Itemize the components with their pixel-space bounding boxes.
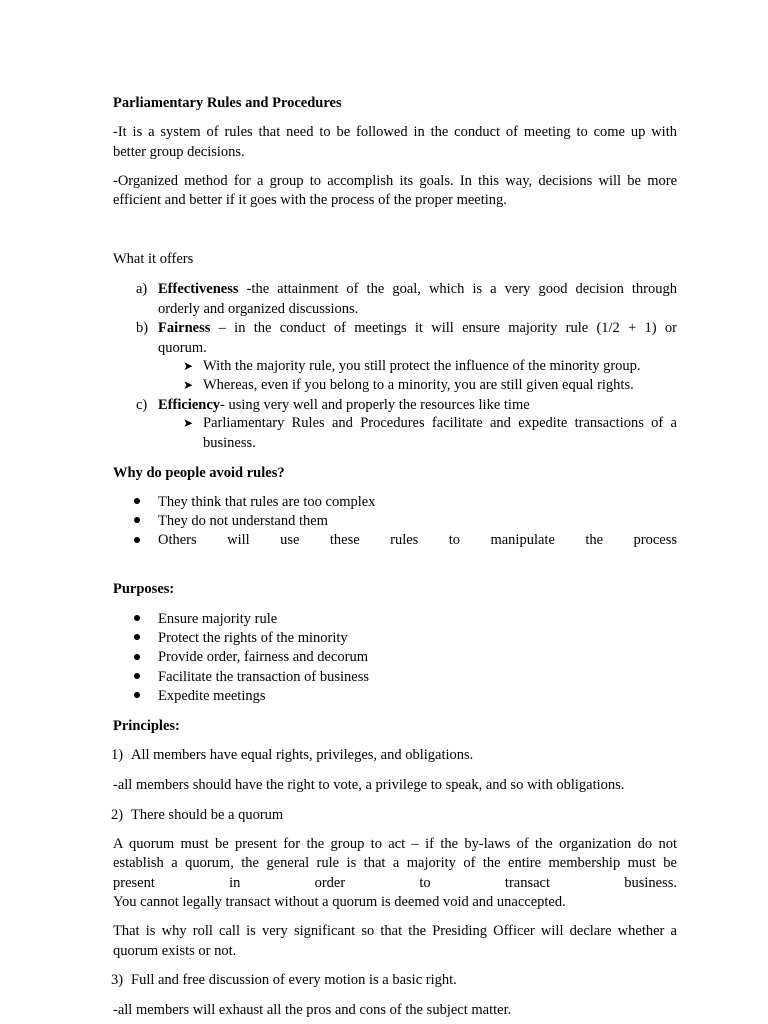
numbered-marker: 2) — [111, 807, 124, 823]
numbered-marker: 3) — [111, 972, 124, 988]
term: Efficiency — [158, 397, 221, 413]
list-item: Ensure majority rule — [158, 611, 278, 627]
principle-item: Full and free discussion of every motion is a basic right. — [131, 972, 457, 988]
term: Effectiveness — [158, 281, 239, 297]
section-heading-purposes: Purposes: — [113, 581, 175, 597]
section-heading-principles: Principles: — [113, 718, 180, 734]
paragraph-line: efficient and better if it goes with the process of the proper meeting. — [113, 192, 507, 208]
arrow-bullet-icon: ➤ — [183, 378, 194, 392]
sub-list-item-continuation: business. — [203, 435, 256, 451]
item-text: - using very well and properly the resources like time — [220, 397, 530, 413]
section-heading-avoid: Why do people avoid rules? — [113, 465, 285, 481]
list-item-fairness — [158, 318, 677, 338]
list-item-effectiveness — [158, 279, 677, 299]
list-item: Others will use these rules to manipulate the process — [158, 532, 677, 548]
paragraph-line: establish a quorum, the general rule is that a majority of the entire membership must be — [113, 855, 677, 871]
sub-list-item: Parliamentary Rules and Procedures facilitate and expedite transactions of a — [203, 415, 677, 431]
arrow-bullet-icon: ➤ — [183, 359, 194, 373]
sub-list-item: With the majority rule, you still protect the influence of the minority group. — [203, 358, 641, 374]
list-item: Facilitate the transaction of business — [158, 669, 370, 685]
term: Fairness — [158, 320, 211, 336]
paragraph-line: That is why roll call is very significant so that the Presiding Officer will declare whether a — [113, 923, 677, 939]
paragraph-line: A quorum must be present for the group to act – if the by-laws of the organization do not — [113, 836, 677, 852]
list-item-efficiency — [158, 395, 677, 415]
paragraph-line: better group decisions. — [113, 144, 245, 160]
list-item: Expedite meetings — [158, 688, 266, 704]
bullet-icon — [134, 615, 140, 621]
list-item: They think that rules are too complex — [158, 494, 376, 510]
item-text: -the attainment of the goal, which is a very good decision through — [238, 281, 677, 297]
bullet-icon — [134, 517, 140, 523]
bullet-icon — [134, 692, 140, 698]
numbered-marker: 1) — [111, 747, 124, 763]
paragraph-line: You cannot legally transact without a quorum is deemed void and unaccepted. — [113, 894, 566, 910]
bullet-icon — [134, 537, 140, 543]
list-item-continuation: orderly and organized discussions. — [158, 301, 359, 317]
list-marker: c) — [136, 397, 148, 413]
paragraph-line: -Organized method for a group to accomplish its goals. In this way, decisions will be more — [113, 173, 677, 189]
list-item-continuation: quorum. — [158, 340, 207, 356]
sub-list-item: Whereas, even if you belong to a minority, you are still given equal rights. — [203, 377, 634, 393]
list-marker: a) — [136, 281, 148, 297]
paragraph-line: quorum exists or not. — [113, 943, 237, 959]
bullet-icon — [134, 654, 140, 660]
bullet-icon — [134, 498, 140, 504]
principle-item: All members have equal rights, privileges, and obligations. — [131, 747, 474, 763]
bullet-icon — [134, 673, 140, 679]
principle-item: There should be a quorum — [131, 807, 284, 823]
list-item: Protect the rights of the minority — [158, 630, 348, 646]
list-item: They do not understand them — [158, 513, 328, 529]
paragraph-line: present in order to transact business. — [113, 875, 677, 891]
list-marker: b) — [136, 320, 149, 336]
list-item: Provide order, fairness and decorum — [158, 649, 369, 665]
page-title: Parliamentary Rules and Procedures — [113, 95, 342, 111]
principle-note: -all members will exhaust all the pros and cons of the subject matter. — [113, 1002, 512, 1018]
bullet-icon — [134, 634, 140, 640]
section-heading-offers: What it offers — [113, 251, 194, 267]
paragraph-line: -It is a system of rules that need to be followed in the conduct of meeting to come up with — [113, 124, 677, 140]
principle-note: -all members should have the right to vote, a privilege to speak, and so with obligations. — [113, 777, 625, 793]
item-text: – in the conduct of meetings it will ensure majority rule (1/2 + 1) or — [210, 320, 677, 336]
arrow-bullet-icon: ➤ — [183, 416, 194, 430]
